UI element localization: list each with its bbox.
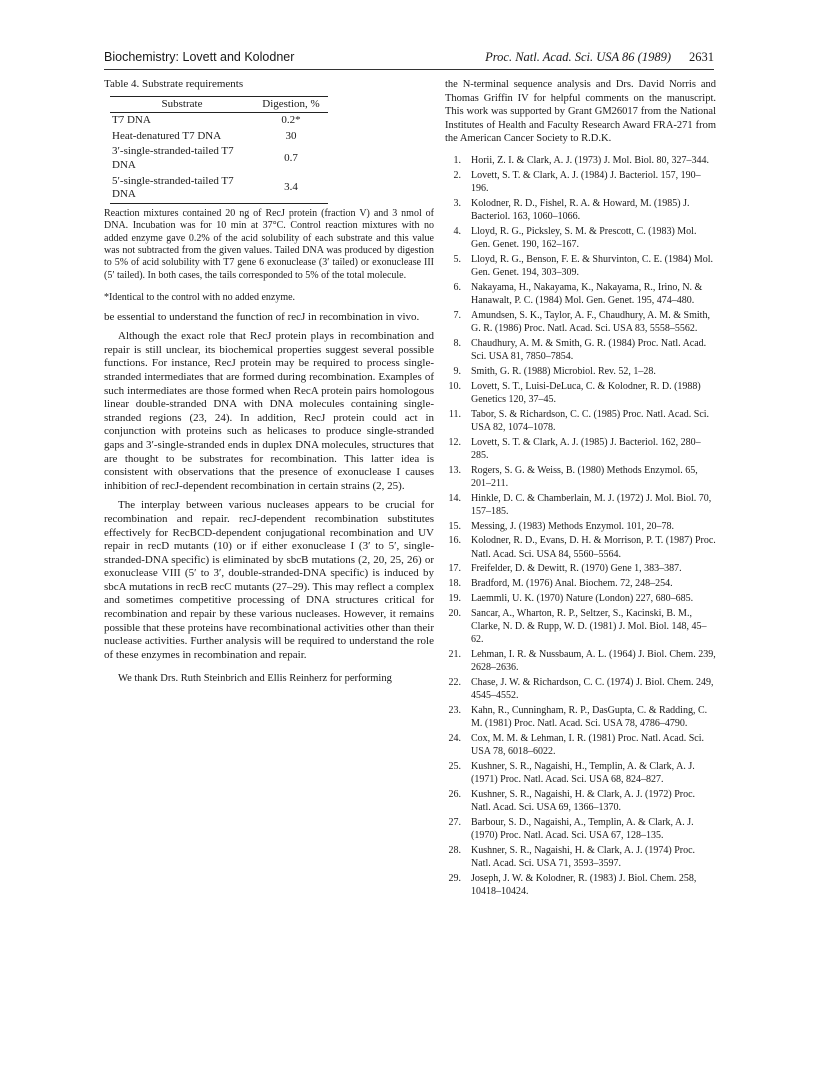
reference-text: Kushner, S. R., Nagaishi, H., Templin, A. & Clark, A. J. (1971) Proc. Natl. Acad. Sci. USA 68, 824–827. <box>471 760 695 786</box>
table-cell-digestion: 30 <box>285 129 297 142</box>
reference-number: 17. <box>448 563 461 575</box>
reference-item <box>445 648 716 674</box>
reference-text: Lehman, I. R. & Nussbaum, A. L. (1964) J. Biol. Chem. 239, 2628–2636. <box>471 648 716 674</box>
reference-number: 25. <box>448 760 461 772</box>
reference-number: 18. <box>448 578 461 590</box>
table-row <box>110 174 328 204</box>
reference-text: Cox, M. M. & Lehman, I. R. (1981) Proc. Natl. Acad. Sci. USA 78, 6018–6022. <box>471 732 705 758</box>
reference-item <box>445 492 716 518</box>
reference-number: 26. <box>448 788 461 800</box>
reference-number: 14. <box>448 492 461 504</box>
table-header-row <box>110 96 328 113</box>
body-paragraph-3: The interplay between various nucleases appears to be crucial for recombination and repair. recJ-dependent recombination substitutes effectively for RecBCD-dependent conjugational recombination and UV repair in recD mutants (10) or if either exonuclease I (3′ to 5′, single-stranded-DNA specific) is eliminated by sbcB mutations (2, 20, 25, 26) or exonuclease VIII (5′ to 3′, double-stranded-DNA specific) is induced by sbcA mutations in recB recC mutants (27–29). This may reflect a complex and sometimes competitive processing of DNA structures critical for recombination and repair by these various nucleases. However, it remains possible that these proteins have recombinational activities other than their nuclease activities. Further analysis will be required to understand the role of these enzymes in recombination and repair. <box>104 499 434 661</box>
right-column <box>445 78 716 900</box>
reference-text: Barbour, S. D., Nagaishi, A., Templin, A. & Clark, A. J. (1970) Proc. Natl. Acad. Sci. USA 67, 128–135. <box>471 816 694 842</box>
reference-text: Kushner, S. R., Nagaishi, H. & Clark, A. J. (1972) Proc. Natl. Acad. Sci. USA 69, 1366–1370. <box>471 788 696 814</box>
reference-number: 22. <box>448 676 461 688</box>
page-number: 2631 <box>689 50 714 64</box>
substrate-table <box>110 96 328 204</box>
reference-text: Chaudhury, A. M. & Smith, G. R. (1984) Proc. Natl. Acad. Sci. USA 81, 7850–7854. <box>471 337 707 362</box>
reference-item <box>445 607 716 647</box>
reference-item <box>445 760 716 786</box>
reference-text: Laemmli, U. K. (1970) Nature (London) 227, 680–685. <box>471 592 694 604</box>
table-cell-substrate: 3′-single-stranded-tailed T7 DNA <box>112 145 234 171</box>
reference-item <box>445 408 716 434</box>
table-cell-substrate: Heat-denatured T7 DNA <box>112 129 222 142</box>
reference-item <box>445 197 716 223</box>
reference-text: Lovett, S. T. & Clark, A. J. (1984) J. Bacteriol. 157, 190–196. <box>471 169 701 194</box>
column-header-substrate: Substrate <box>161 97 203 110</box>
reference-text: Lovett, S. T. & Clark, A. J. (1985) J. Bacteriol. 162, 280–285. <box>471 436 701 461</box>
reference-item <box>445 534 716 560</box>
table-note: Reaction mixtures contained 20 ng of RecJ protein (fraction V) and 3 nmol of DNA. Incubation was for 10 min at 37°C. Control reaction mixtures with no added enzyme gave 0.2% of the acid solubility of each substrate and this value was not subtracted from the given values. Tailed DNA was produced by digestion to 5% of acid solubility with T7 gene 6 exonuclease (3′ tailed) or exonuclease III (5′ tailed). In both cases, the tails corresponded to 5% of the total molecule. <box>104 207 434 281</box>
reference-text: Kolodner, R. D., Fishel, R. A. & Howard, M. (1985) J. Bacteriol. 163, 1060–1066. <box>471 197 690 222</box>
table-title: Table 4. Substrate requirements <box>104 78 244 90</box>
reference-item <box>445 365 716 378</box>
reference-number: 21. <box>448 648 461 660</box>
reference-item <box>445 380 716 406</box>
header-rule <box>104 69 714 70</box>
reference-item <box>445 309 716 335</box>
table-row <box>110 144 328 173</box>
acknowledgment-continued: the N-terminal sequence analysis and Drs. David Norris and Thomas Griffin IV for helpful comments on the manuscript. This work was supported by Grant GM26017 from the National Institutes of Health and Faculty Research Award FRA-271 from the American Cancer Society to R.D.K. <box>445 79 716 145</box>
reference-text: Kahn, R., Cunningham, R. P., DasGupta, C. & Radding, C. M. (1981) Proc. Natl. Acad. Sci. USA 78, 4786–4790. <box>471 704 708 730</box>
reference-item <box>445 676 716 702</box>
reference-number: 11. <box>448 408 461 420</box>
table-cell-digestion: 0.7 <box>284 152 298 165</box>
running-header-authors: Biochemistry: Lovett and Kolodner <box>104 50 295 64</box>
reference-number: 7. <box>453 309 461 321</box>
table-cell-digestion: 0.2* <box>281 114 301 127</box>
reference-item <box>445 704 716 730</box>
reference-number: 23. <box>448 704 461 716</box>
reference-text: Rogers, S. G. & Weiss, B. (1980) Methods Enzymol. 65, 201–211. <box>471 464 698 489</box>
table-cell-digestion: 3.4 <box>284 181 298 194</box>
reference-text: Lloyd, R. G., Benson, F. E. & Shurvinton, C. E. (1984) Mol. Gen. Genet. 194, 303–309. <box>471 253 713 278</box>
reference-number: 16. <box>448 535 461 547</box>
reference-item <box>445 281 716 307</box>
reference-number: 5. <box>453 253 461 265</box>
reference-text: Smith, G. R. (1988) Microbiol. Rev. 52, 1–28. <box>471 365 656 377</box>
reference-text: Joseph, J. W. & Kolodner, R. (1983) J. Biol. Chem. 258, 10418–10424. <box>471 872 697 898</box>
reference-item <box>445 562 716 575</box>
reference-number: 3. <box>453 197 461 209</box>
reference-text: Lloyd, R. G., Picksley, S. M. & Prescott, C. (1983) Mol. Gen. Genet. 190, 162–167. <box>471 225 697 250</box>
reference-text: Tabor, S. & Richardson, C. C. (1985) Proc. Natl. Acad. Sci. USA 82, 1074–1078. <box>471 408 710 433</box>
reference-item <box>445 253 716 279</box>
reference-text: Lovett, S. T., Luisi-DeLuca, C. & Kolodner, R. D. (1988) Genetics 120, 37–45. <box>471 380 701 405</box>
reference-item <box>445 732 716 758</box>
reference-item <box>445 844 716 870</box>
reference-item <box>445 154 716 167</box>
reference-text: Freifelder, D. & Dewitt, R. (1970) Gene 1, 383–387. <box>471 563 682 575</box>
reference-text: Messing, J. (1983) Methods Enzymol. 101, 20–78. <box>471 520 675 532</box>
body-paragraph-2: Although the exact role that RecJ protein plays in recombination and repair is still unclear, its biochemical properties suggest several possible functions. For instance, RecJ protein may be required to process single-stranded intermediates that are formed during recombination. Examples of such intermediates are those formed when RecA protein pairs homologous linear double-stranded DNA with DNA molecules containing single-stranded regions (23, 24). In addition, RecJ protein could act in conjunction with proteins such as helicases to produce single-stranded gaps and 3′-single-stranded ends in duplex DNA molecules, structures that are thought to be substrates for recombination. This latter idea is consistent with observations that the presence of exonuclease I causes inhibition of recJ-dependent recombination in certain strains (2, 25). <box>104 330 434 492</box>
reference-item <box>445 464 716 490</box>
reference-item <box>445 577 716 590</box>
reference-item <box>445 816 716 842</box>
reference-text: Bradford, M. (1976) Anal. Biochem. 72, 248–254. <box>471 578 673 590</box>
reference-number: 20. <box>448 607 461 619</box>
table-cell-substrate: T7 DNA <box>112 114 151 127</box>
reference-number: 6. <box>453 281 461 293</box>
table-row <box>110 129 328 145</box>
reference-text: Amundsen, S. K., Taylor, A. F., Chaudhury, A. M. & Smith, G. R. (1986) Proc. Natl. Acad. Sci. USA 83, 5558–5562. <box>471 309 710 334</box>
reference-text: Sancar, A., Wharton, R. P., Seltzer, S., Kacinski, B. M., Clarke, N. D. & Rupp, W. D. (1981) J. Mol. Biol. 148, 45–62. <box>471 607 707 646</box>
reference-item <box>445 225 716 251</box>
reference-number: 24. <box>448 732 461 744</box>
table-cell-substrate: 5′-single-stranded-tailed T7 DNA <box>112 174 234 201</box>
reference-number: 29. <box>448 872 461 884</box>
column-header-digestion: Digestion, % <box>262 97 320 110</box>
table-row <box>110 113 328 129</box>
reference-number: 8. <box>453 337 461 349</box>
reference-number: 19. <box>448 592 461 604</box>
body-paragraph-1: be essential to understand the function of recJ in recombination in vivo. <box>104 310 420 323</box>
reference-item <box>445 592 716 605</box>
acknowledgment-start: We thank Drs. Ruth Steinbrich and Ellis Reinherz for performing <box>118 673 392 685</box>
reference-item <box>445 788 716 814</box>
reference-number: 2. <box>453 169 461 181</box>
reference-text: Hinkle, D. C. & Chamberlain, M. J. (1972) J. Mol. Biol. 70, 157–185. <box>471 492 712 517</box>
reference-item <box>445 169 716 195</box>
reference-text: Kolodner, R. D., Evans, D. H. & Morrison, P. T. (1987) Proc. Natl. Acad. Sci. USA 84, 5560–5564. <box>471 535 716 560</box>
reference-text: Kushner, S. R., Nagaishi, H. & Clark, A. J. (1974) Proc. Natl. Acad. Sci. USA 71, 3593–3597. <box>471 844 696 870</box>
journal-citation: Proc. Natl. Acad. Sci. USA 86 (1989) <box>485 50 671 64</box>
reference-number: 1. <box>453 154 461 166</box>
reference-number: 4. <box>453 225 461 237</box>
reference-item <box>445 520 716 533</box>
reference-number: 27. <box>448 816 461 828</box>
reference-item <box>445 436 716 462</box>
running-header-journal <box>485 50 714 65</box>
reference-number: 12. <box>448 436 461 448</box>
reference-text: Chase, J. W. & Richardson, C. C. (1974) J. Biol. Chem. 249, 4545–4552. <box>471 676 714 702</box>
reference-text: Horii, Z. I. & Clark, A. J. (1973) J. Mol. Biol. 80, 327–344. <box>471 154 710 166</box>
table-footnote: *Identical to the control with no added enzyme. <box>104 292 296 304</box>
reference-list <box>445 154 716 898</box>
reference-number: 15. <box>448 520 461 532</box>
reference-item <box>445 872 716 898</box>
reference-number: 28. <box>448 844 461 856</box>
reference-text: Nakayama, H., Nakayama, K., Nakayama, R., Irino, N. & Hanawalt, P. C. (1984) Mol. Gen. Genet. 195, 474–480. <box>471 281 703 306</box>
reference-number: 10. <box>448 380 461 392</box>
reference-number: 13. <box>448 464 461 476</box>
left-column <box>104 78 434 686</box>
reference-number: 9. <box>453 365 461 377</box>
reference-item <box>445 337 716 363</box>
